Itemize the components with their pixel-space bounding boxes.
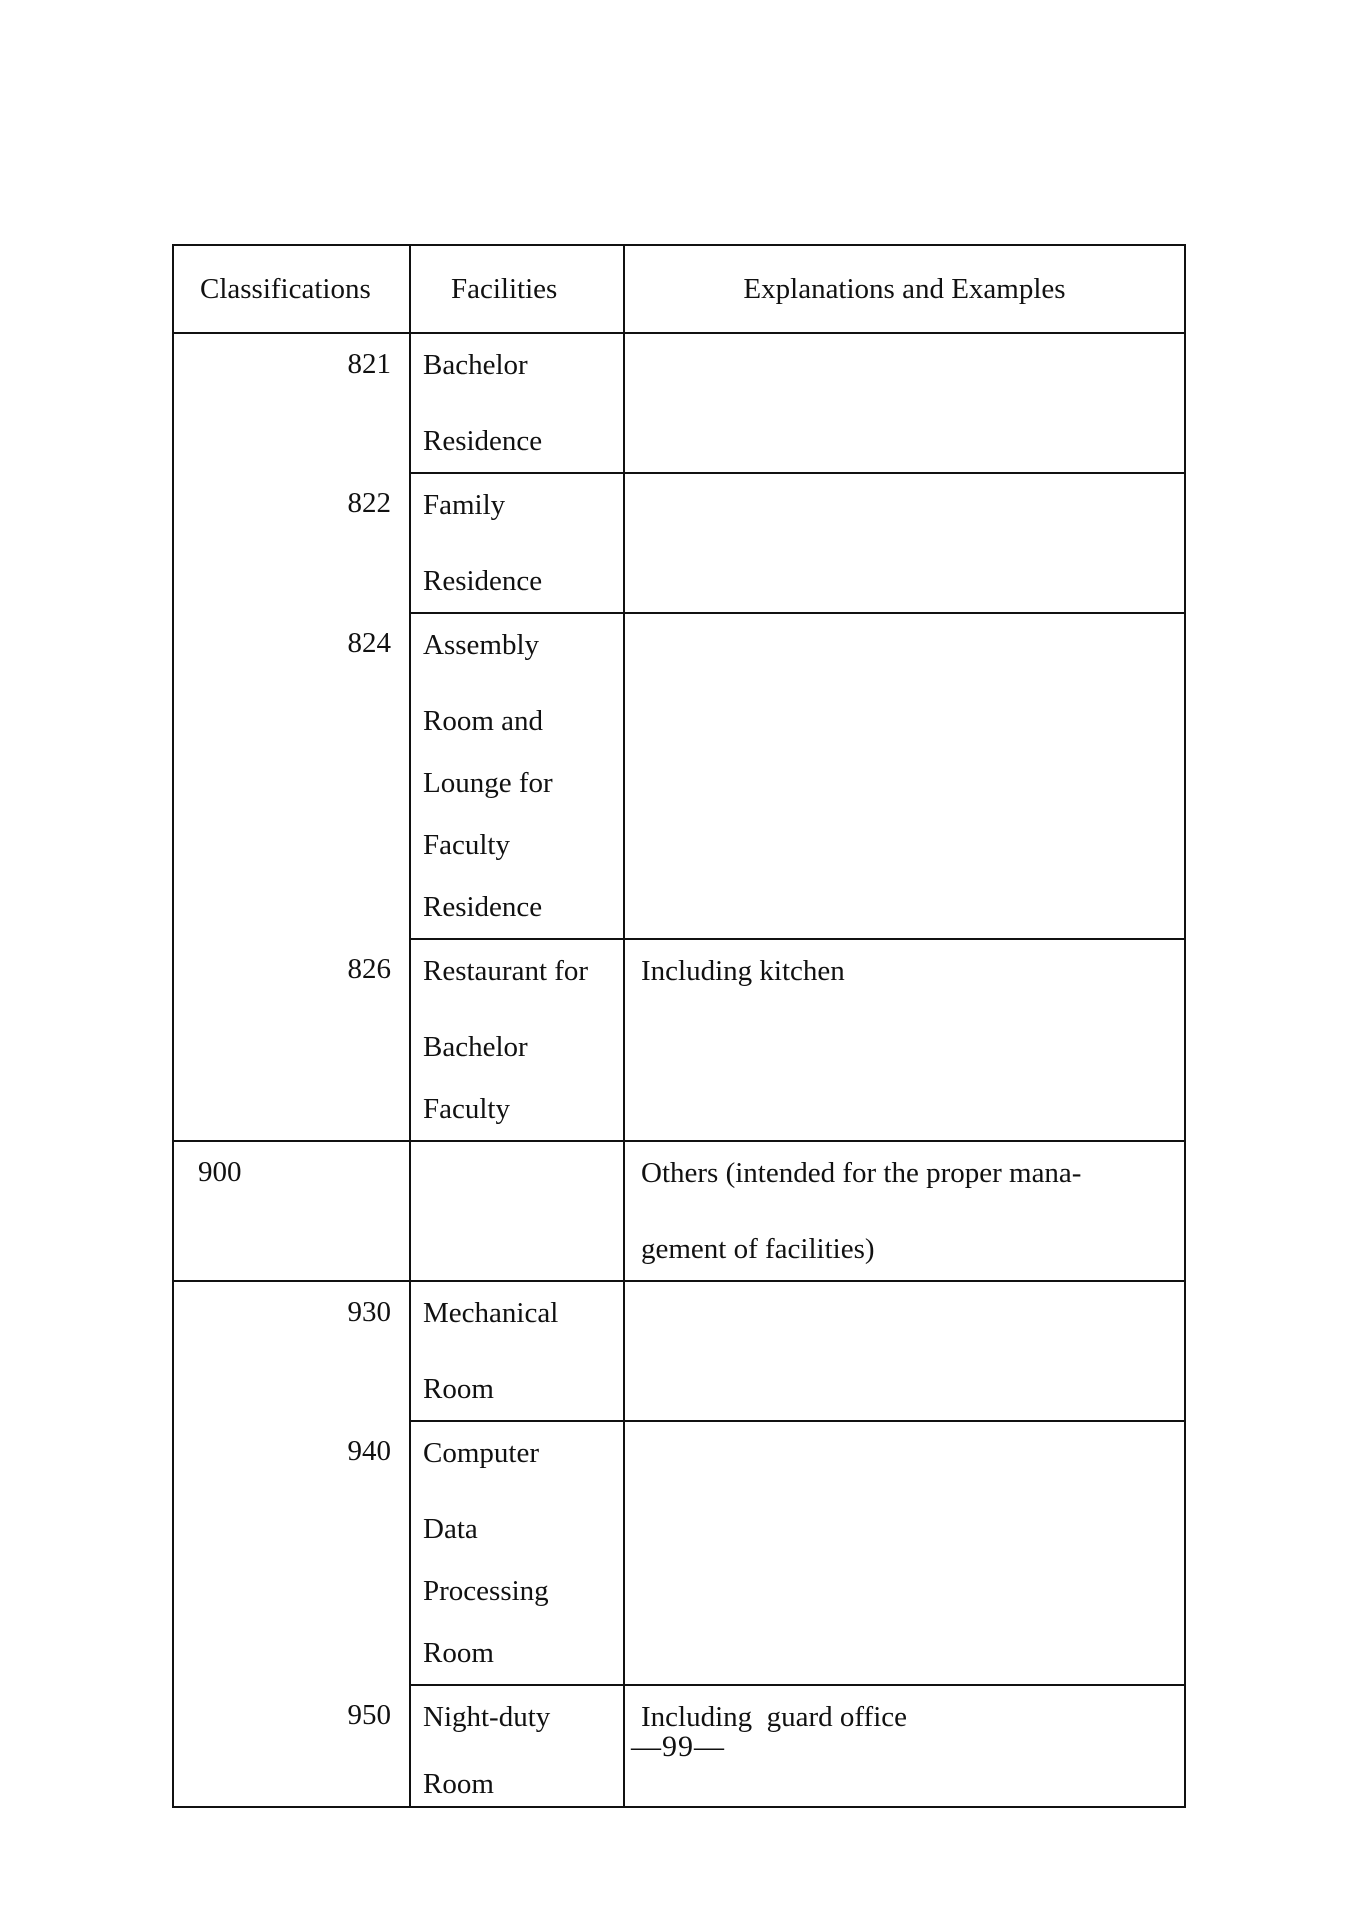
header-facilities: Facilities [410,245,624,333]
classification-code: 940 [173,1421,410,1685]
explanation-cell [624,1421,1185,1685]
facility-line: Residence [423,425,543,457]
page-number: —99— [631,1730,725,1763]
facility-line: Room and [423,705,544,737]
explanation-text: Including guard office [641,1701,908,1733]
header-classifications: Classifications [173,245,410,333]
facility-line: Faculty [423,829,510,861]
classification-code: 900 [173,1141,410,1281]
facility-line: Processing [423,1575,549,1607]
facility-line: Residence [423,565,543,597]
classification-code: 824 [173,613,410,939]
explanation-cell [624,1281,1185,1421]
table-row [173,939,1185,1141]
facility-line: Bachelor [423,349,528,381]
explanation-text: gement of facilities) [641,1233,875,1265]
facility-line: Mechanical [423,1297,559,1329]
table-row [173,333,1185,473]
table-row [173,613,1185,939]
explanation-cell [624,333,1185,473]
facility-line: Data [423,1513,478,1545]
table-row [173,473,1185,613]
facility-line: Room [423,1373,494,1405]
facility-cell [410,1281,624,1421]
facility-cell [410,473,624,613]
explanation-cell [624,1141,1185,1281]
header-explanations: Explanations and Examples [624,245,1185,333]
table-row [173,1421,1185,1685]
facility-cell [410,1421,624,1685]
facility-line: Bachelor [423,1031,528,1063]
explanation-cell [624,473,1185,613]
facility-cell [410,613,624,939]
facility-line: Room [423,1768,494,1800]
facility-cell [410,1141,624,1281]
facility-cell [410,939,624,1141]
facility-line: Night-duty [423,1701,551,1733]
explanation-text: Including kitchen [641,955,845,987]
facility-line: Family [423,489,506,521]
facility-line: Faculty [423,1093,510,1125]
classification-code: 950 [173,1685,410,1807]
facility-cell [410,333,624,473]
table-row [173,1141,1185,1281]
facility-line: Lounge for [423,767,553,799]
classification-code: 821 [173,333,410,473]
facility-classification-table [172,244,1186,1808]
facility-line: Room [423,1637,494,1669]
table-row [173,1281,1185,1421]
facility-line: Residence [423,891,543,923]
explanation-cell [624,939,1185,1141]
classification-code: 930 [173,1281,410,1421]
table-header-row [173,245,1185,333]
facility-line: Assembly [423,629,539,661]
explanation-cell [624,613,1185,939]
facility-line: Restaurant for [423,955,589,987]
explanation-text: Others (intended for the proper mana- [641,1157,1082,1189]
facility-line: Computer [423,1437,539,1469]
classification-code: 822 [173,473,410,613]
classification-code: 826 [173,939,410,1141]
